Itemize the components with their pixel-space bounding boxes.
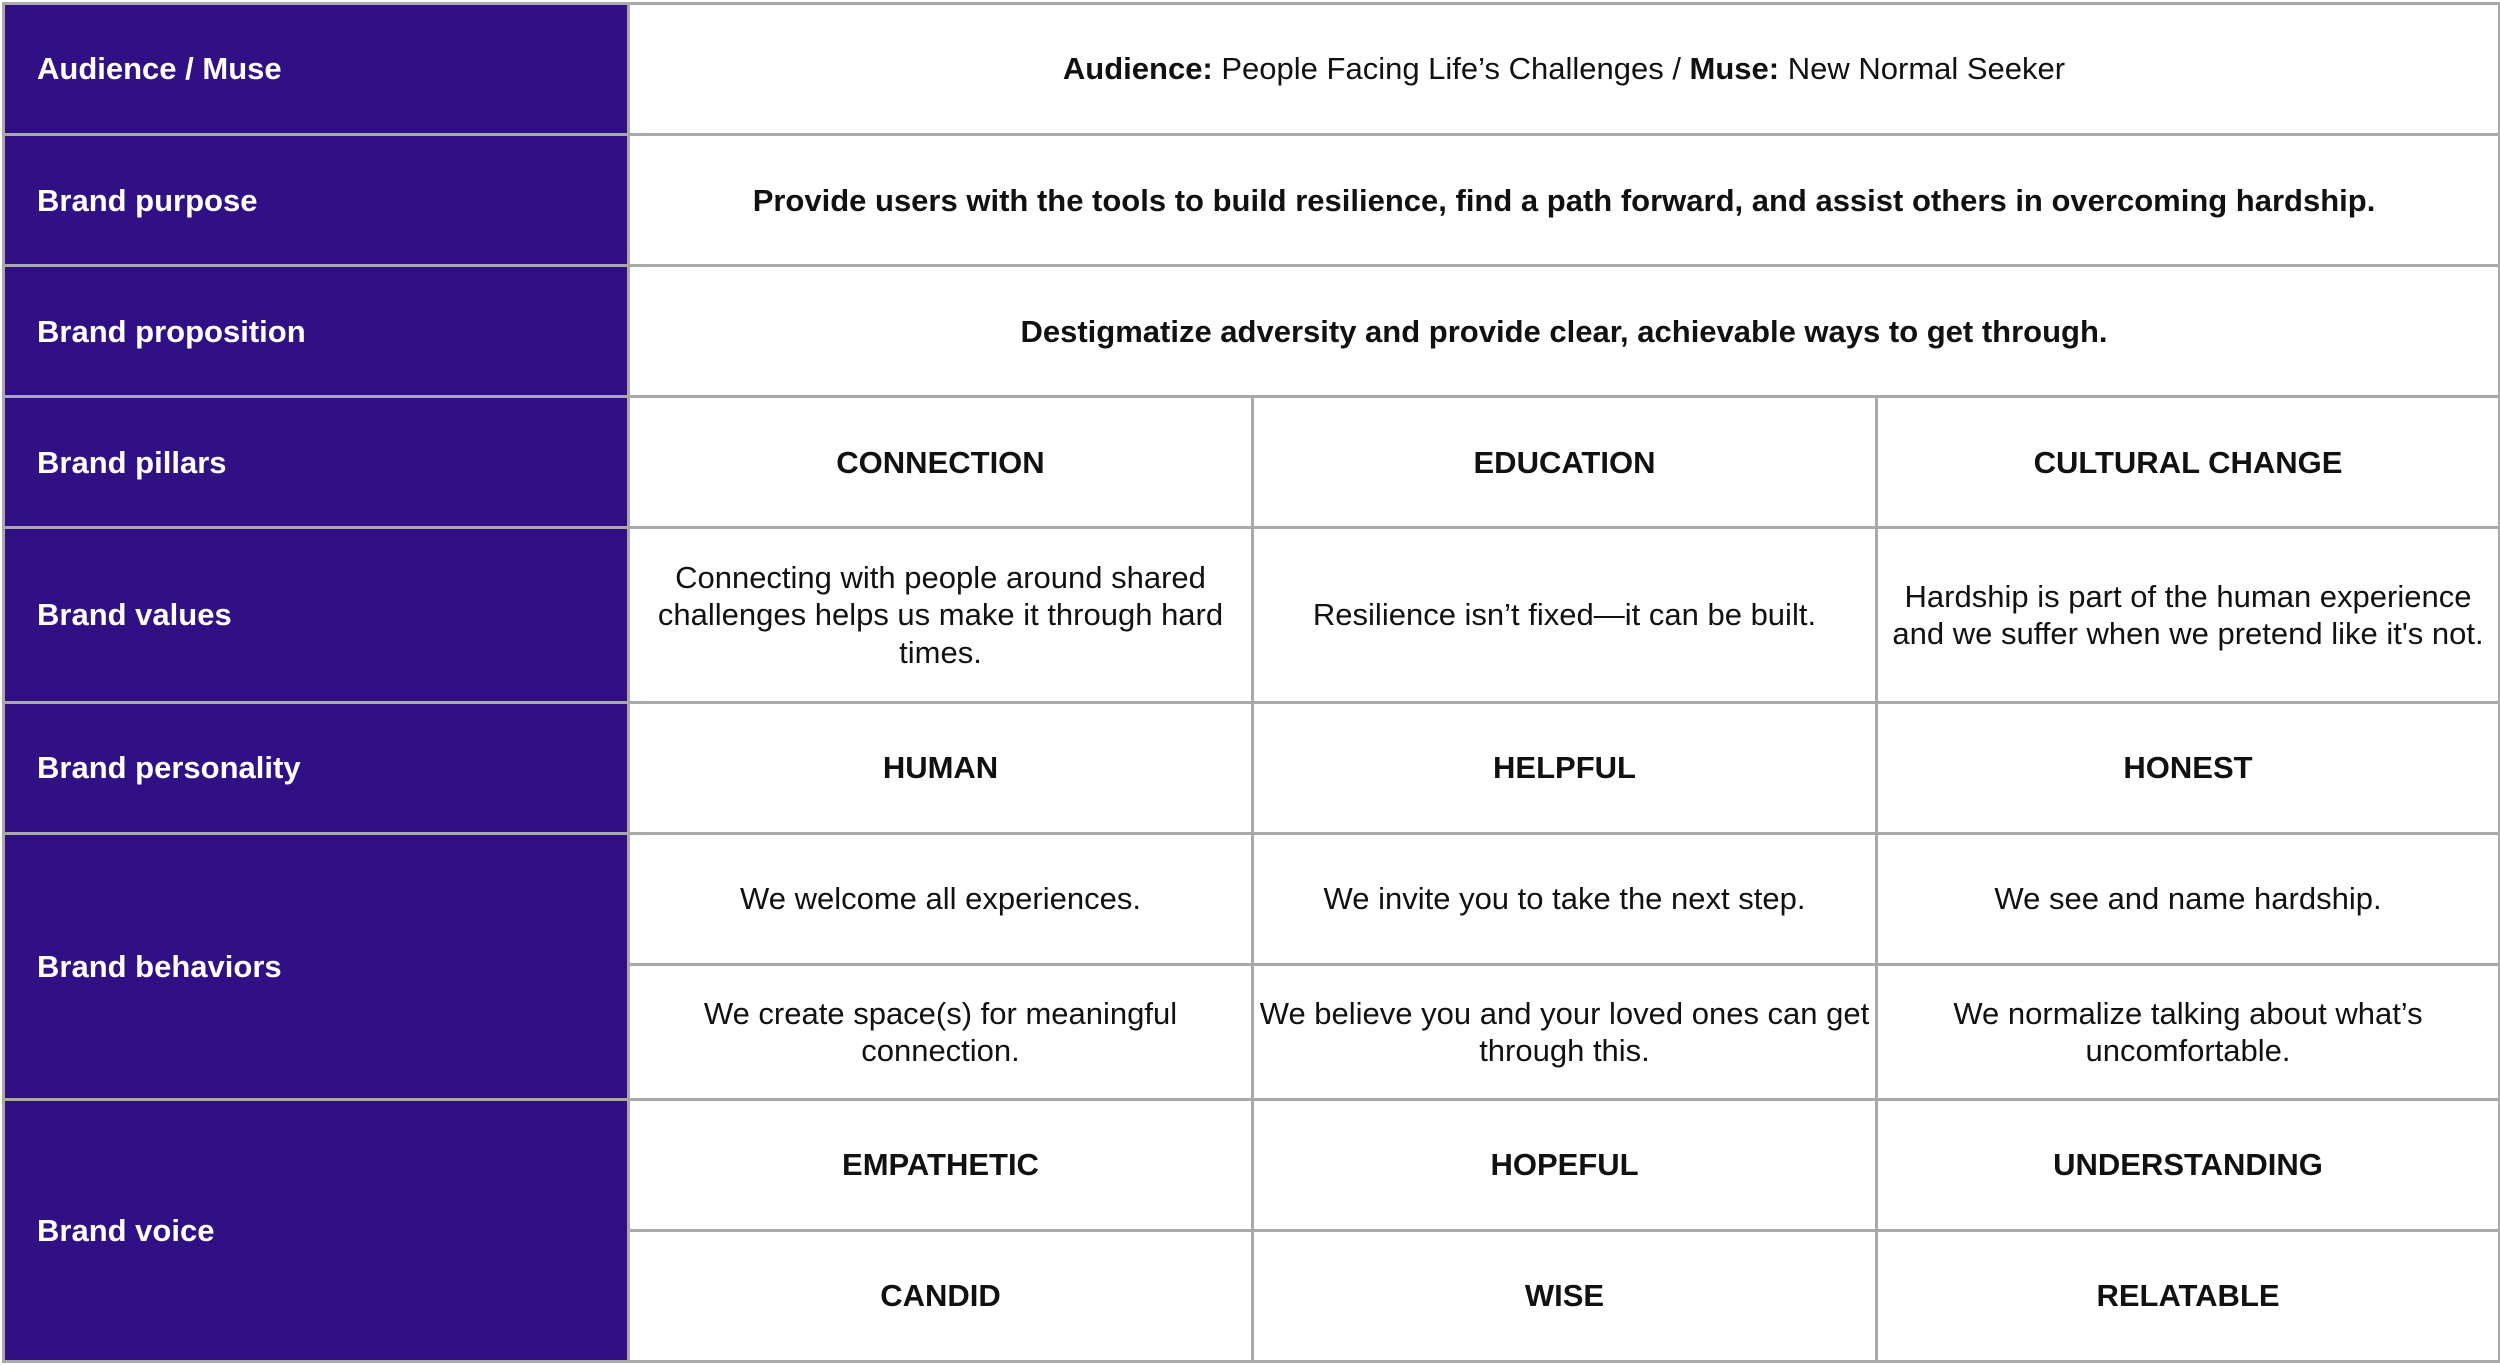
muse-key: Muse: (1689, 51, 1780, 87)
muse-value: New Normal Seeker (1779, 51, 2066, 87)
pillar-cultural-change: CULTURAL CHANGE (1877, 397, 2500, 528)
row-label-brand-behaviors: Brand behaviors (4, 833, 629, 1099)
row-brand-purpose (4, 135, 2500, 266)
pillar-education: EDUCATION (1253, 397, 1877, 528)
brand-purpose-text: Provide users with the tools to build resilience, find a path forward, and assist others in overcoming hardship. (629, 135, 2500, 266)
voice-empathetic: EMPATHETIC (629, 1099, 1253, 1230)
behavior-1-3: We see and name hardship. (1877, 833, 2500, 964)
behavior-1-2: We invite you to take the next step. (1253, 833, 1877, 964)
row-brand-values (4, 528, 2500, 702)
voice-understanding: UNDERSTANDING (1877, 1099, 2500, 1230)
row-brand-voice-1 (4, 1099, 2500, 1230)
row-brand-proposition (4, 266, 2500, 397)
value-education: Resilience isn’t fixed—it can be built. (1253, 528, 1877, 702)
row-label-brand-purpose: Brand purpose (4, 135, 629, 266)
row-brand-pillars (4, 397, 2500, 528)
row-label-brand-voice: Brand voice (4, 1099, 629, 1361)
audience-value: People Facing Life’s Challenges / (1212, 51, 1690, 87)
personality-human: HUMAN (629, 702, 1253, 833)
voice-relatable: RELATABLE (1877, 1230, 2500, 1361)
row-brand-behaviors-1 (4, 833, 2500, 964)
value-connection: Connecting with people around shared challenges helps us make it through hard times. (629, 528, 1253, 702)
voice-hopeful: HOPEFUL (1253, 1099, 1877, 1230)
behavior-1-1: We welcome all experiences. (629, 833, 1253, 964)
behavior-2-2: We believe you and your loved ones can get through this. (1253, 964, 1877, 1099)
pillar-connection: CONNECTION (629, 397, 1253, 528)
value-cultural-change: Hardship is part of the human experience and we suffer when we pretend like it's not. (1877, 528, 2500, 702)
personality-honest: HONEST (1877, 702, 2500, 833)
brand-platform-table (2, 2, 2500, 1363)
row-label-brand-proposition: Brand proposition (4, 266, 629, 397)
behavior-2-1: We create space(s) for meaningful connection. (629, 964, 1253, 1099)
audience-muse-cell (629, 4, 2500, 135)
row-label-audience-muse: Audience / Muse (4, 4, 629, 135)
behavior-2-3: We normalize talking about what’s uncomfortable. (1877, 964, 2500, 1099)
audience-key: Audience: (1062, 51, 1213, 87)
voice-candid: CANDID (629, 1230, 1253, 1361)
row-brand-personality (4, 702, 2500, 833)
voice-wise: WISE (1253, 1230, 1877, 1361)
row-label-brand-values: Brand values (4, 528, 629, 702)
row-audience-muse (4, 4, 2500, 135)
row-label-brand-personality: Brand personality (4, 702, 629, 833)
brand-proposition-text: Destigmatize adversity and provide clear, achievable ways to get through. (629, 266, 2500, 397)
personality-helpful: HELPFUL (1253, 702, 1877, 833)
row-label-brand-pillars: Brand pillars (4, 397, 629, 528)
